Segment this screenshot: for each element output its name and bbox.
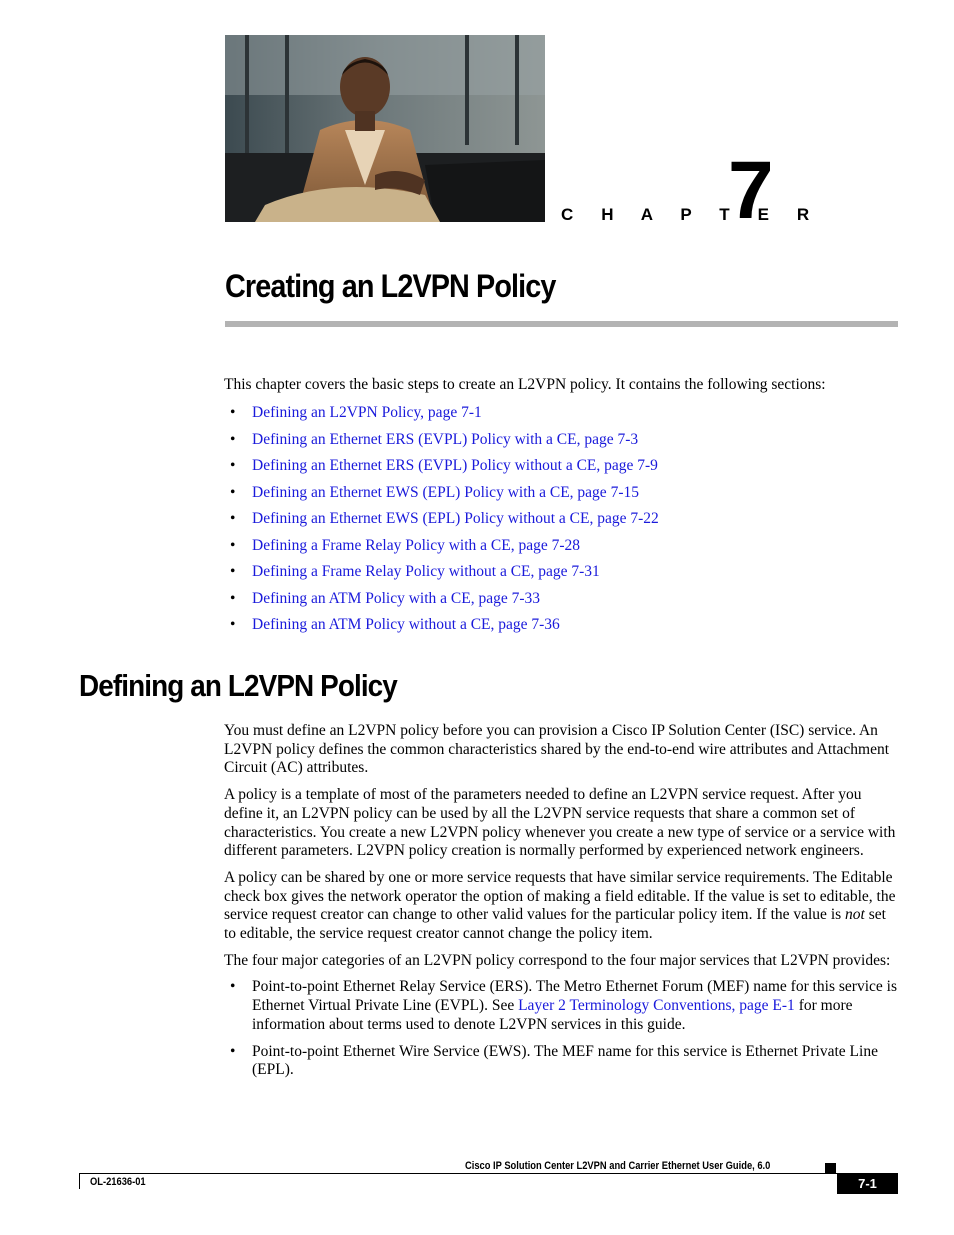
list-item bbox=[224, 615, 659, 642]
service-list bbox=[224, 978, 899, 1080]
toc-link[interactable]: Defining a Frame Relay Policy with a CE, page 7-28 bbox=[252, 536, 581, 554]
list-item bbox=[224, 536, 659, 563]
paragraph-text: set to editable, the service request creator cannot change the policy item. bbox=[224, 906, 886, 943]
title-rule bbox=[225, 321, 898, 327]
section-heading: Defining an L2VPN Policy bbox=[79, 668, 397, 703]
toc-link[interactable]: Defining a Frame Relay Policy without a CE, page 7-31 bbox=[252, 563, 600, 580]
list-text: Point-to-point Ethernet Wire Service (EWS). The MEF name for this service is Ethernet Private Line (EPL). bbox=[252, 1042, 878, 1079]
list-item bbox=[224, 430, 659, 457]
bullet: • bbox=[230, 430, 236, 448]
cross-reference-link[interactable]: Layer 2 Terminology Conventions, page E-1 bbox=[518, 997, 795, 1015]
list-text: for more information about terms used to denote L2VPN services in this guide. bbox=[252, 997, 853, 1033]
section-body bbox=[224, 722, 899, 1088]
toc-link[interactable]: Defining an Ethernet EWS (EPL) Policy without a CE, page 7-22 bbox=[252, 510, 659, 527]
toc-link[interactable]: Defining an ATM Policy with a CE, page 7-33 bbox=[252, 589, 540, 607]
paragraph: A policy is a template of most of the parameters needed to define an L2VPN service request. After you define it, an L2VPN policy can be used by all the L2VPN service requests that share a common set of characteristics. You create a new L2VPN policy whenever you create a new type of service or a service with different parameters. L2VPN policy creation is normally performed by experienced network engineers. bbox=[224, 786, 896, 860]
bullet: • bbox=[230, 510, 236, 527]
paragraph-text: A policy can be shared by one or more service requests that have similar service requirements. The Editable check box gives the network operator the option of making a field editable. If the value is set to editable, the service request creator can change to other valid values for the particular policy item. If the value is bbox=[224, 868, 896, 924]
bullet: • bbox=[230, 404, 236, 421]
list-item bbox=[224, 509, 659, 536]
list-item bbox=[224, 456, 659, 483]
toc-link[interactable]: Defining an Ethernet EWS (EPL) Policy with a CE, page 7-15 bbox=[252, 483, 639, 501]
bullet: • bbox=[230, 457, 236, 474]
bullet: • bbox=[230, 978, 236, 996]
chapter-label: C H A P T E R bbox=[561, 205, 821, 224]
paragraph bbox=[224, 869, 899, 944]
list-item bbox=[224, 403, 659, 430]
chapter-number: 7 bbox=[728, 145, 774, 236]
bullet: • bbox=[230, 589, 236, 607]
list-text: Point-to-point Ethernet Relay Service (ERS). The Metro Ethernet Forum (MEF) name for this service is Ethernet Virtual Private Line (EVPL). See bbox=[252, 978, 897, 1015]
chapter-title: Creating an L2VPN Policy bbox=[225, 268, 556, 304]
list-item bbox=[224, 978, 899, 1034]
intro-text: This chapter covers the basic steps to create an L2VPN policy. It contains the following sections: bbox=[224, 376, 826, 393]
bullet: • bbox=[230, 536, 236, 554]
toc-link[interactable]: Defining an L2VPN Policy, page 7-1 bbox=[252, 404, 482, 421]
guide-title: Cisco IP Solution Center L2VPN and Carrier Ethernet User Guide, 6.0 bbox=[465, 1160, 771, 1172]
bullet: • bbox=[230, 563, 236, 580]
list-item bbox=[224, 483, 659, 510]
bullet: • bbox=[230, 483, 236, 501]
paragraph: You must define an L2VPN policy before you can provision a Cisco IP Solution Center (ISC) service. An L2VPN policy defines the common characteristics shared by the end-to-end wire attributes and Attachment Circuit (AC) attributes. bbox=[224, 722, 890, 777]
paragraph: The four major categories of an L2VPN policy correspond to the four major services that L2VPN provides: bbox=[224, 951, 891, 969]
document-id: OL-21636-01 bbox=[90, 1176, 146, 1188]
section-list bbox=[224, 403, 659, 642]
emphasis: not bbox=[845, 906, 865, 924]
bullet: • bbox=[230, 1042, 236, 1060]
person-photo-icon bbox=[225, 35, 545, 222]
toc-link[interactable]: Defining an Ethernet ERS (EVPL) Policy with a CE, page 7-3 bbox=[252, 430, 639, 448]
toc-link[interactable]: Defining an Ethernet ERS (EVPL) Policy without a CE, page 7-9 bbox=[252, 457, 658, 474]
footer-tick bbox=[79, 1173, 80, 1189]
chapter-photo bbox=[225, 35, 545, 222]
page-number: 7-1 bbox=[837, 1173, 898, 1194]
bullet: • bbox=[230, 616, 236, 633]
list-item bbox=[224, 589, 659, 616]
footer-rule bbox=[79, 1173, 898, 1174]
toc-link[interactable]: Defining an ATM Policy without a CE, page 7-36 bbox=[252, 616, 560, 633]
list-item bbox=[224, 562, 659, 589]
list-item bbox=[224, 1043, 899, 1080]
